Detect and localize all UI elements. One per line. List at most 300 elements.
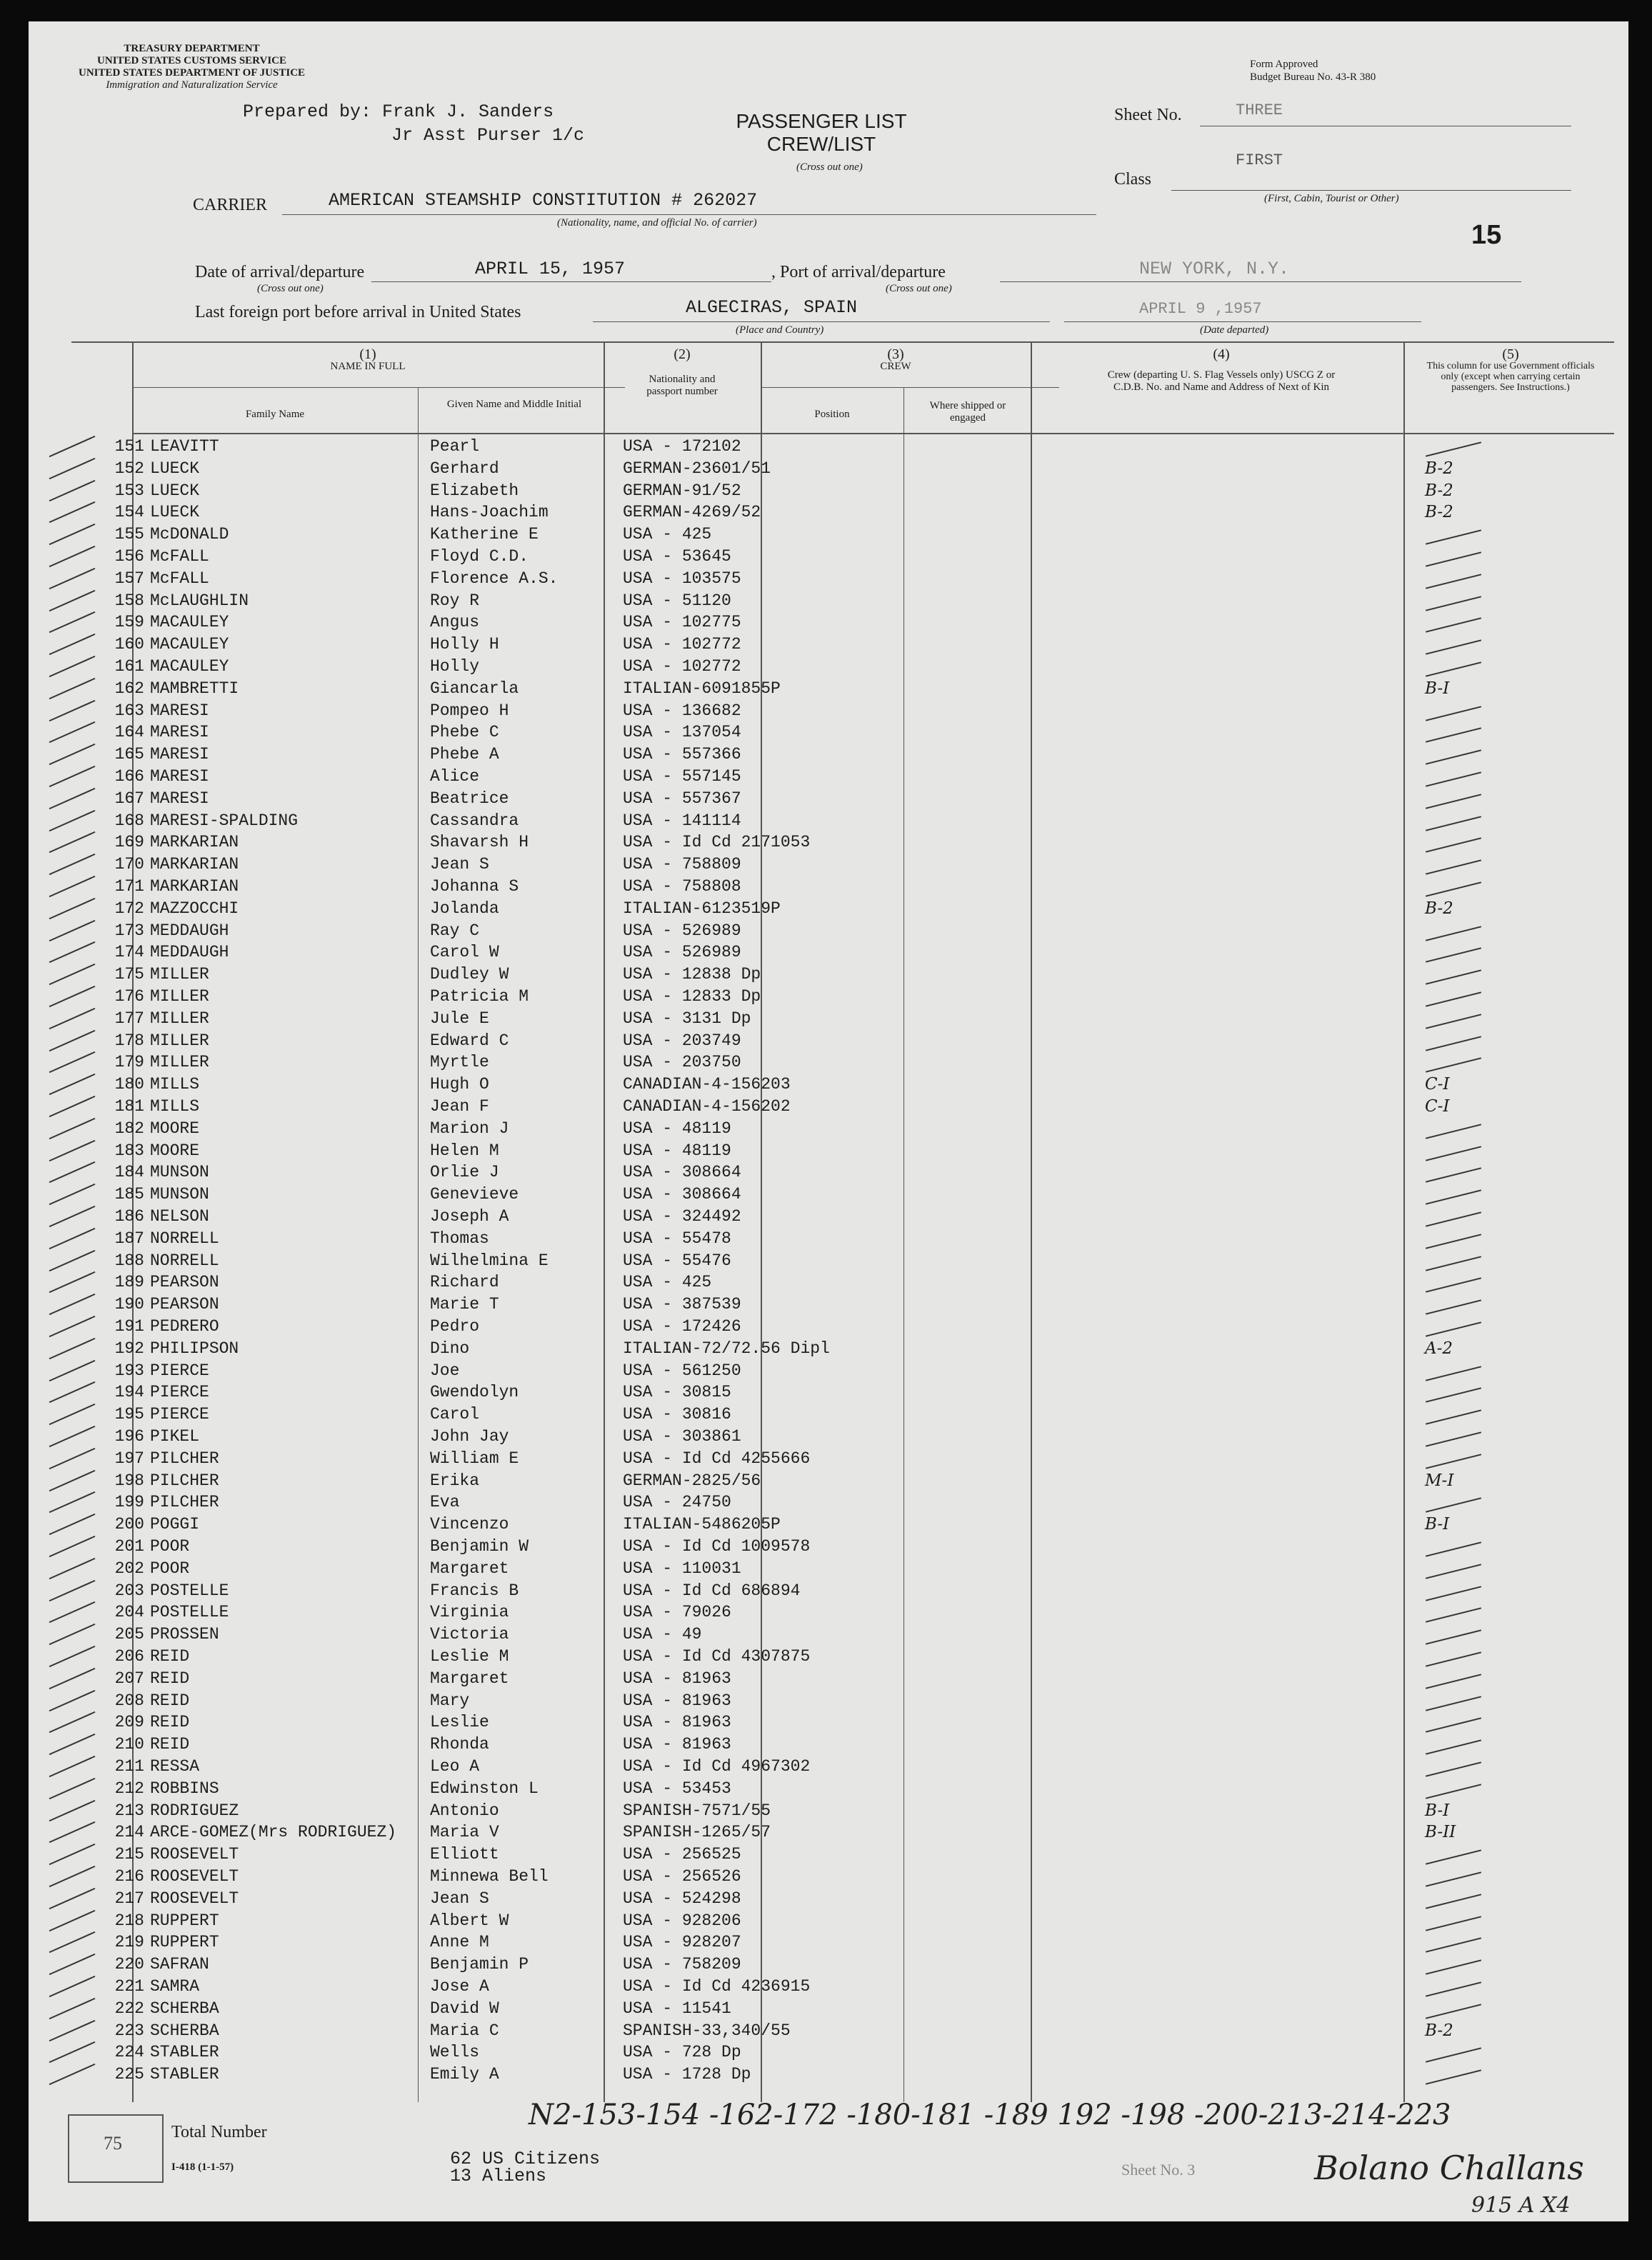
total-box-value: 75: [104, 2133, 122, 2154]
table-row: [29, 1228, 1628, 1250]
given-name: Roy R: [430, 591, 480, 610]
table-row: [29, 1931, 1628, 1954]
nationality-passport: GERMAN-2825/56: [623, 1471, 761, 1490]
aliens-count: 13 Aliens: [450, 2166, 547, 2186]
official-check-mark: [1426, 1190, 1481, 1205]
official-mark: M-I: [1425, 1471, 1454, 1490]
nationality-passport: USA - 728 Dp: [623, 2043, 741, 2062]
row-number: 180: [114, 1075, 144, 1094]
given-name: Holly H: [430, 635, 499, 654]
row-number: 185: [114, 1185, 144, 1204]
given-name: Alice: [430, 767, 480, 786]
nationality-passport: USA - 53453: [623, 1779, 731, 1798]
row-number: 164: [114, 723, 144, 742]
family-name: MUNSON: [150, 1185, 209, 1204]
table-row: [29, 1338, 1628, 1360]
col2-title: Nationality and passport number: [646, 374, 718, 397]
table-row: [29, 1491, 1628, 1514]
sheet-value: THREE: [1236, 101, 1283, 119]
nationality-passport: USA - 758808: [623, 877, 741, 896]
form-approved: Form Approved: [1250, 59, 1318, 70]
row-number: 215: [114, 1845, 144, 1864]
nationality-passport: USA - 12833 Dp: [623, 987, 761, 1006]
row-number: 165: [114, 745, 144, 764]
col3a-heading: Position: [814, 409, 850, 420]
family-name: MILLER: [150, 987, 209, 1006]
last-port-value: ALGECIRAS, SPAIN: [686, 297, 858, 318]
official-check-mark: [1426, 2070, 1481, 2085]
nationality-passport: USA - 48119: [623, 1141, 731, 1160]
table-row: [29, 1051, 1628, 1074]
nationality-passport: GERMAN-4269/52: [623, 503, 761, 522]
agency-line: Immigration and Naturalization Service: [106, 79, 278, 91]
inspector-stamp: 915 A X4: [1471, 2193, 1571, 2218]
given-name: Floyd C.D.: [430, 547, 529, 566]
family-name: MILLER: [150, 1053, 209, 1072]
citizens-count: 62 US Citizens: [450, 2149, 601, 2169]
given-name: Maria C: [430, 2021, 499, 2040]
last-port-caption: (Place and Country): [736, 324, 824, 336]
agency-block: [79, 43, 305, 91]
official-check-mark: [1426, 1256, 1481, 1271]
given-name: Carol: [430, 1405, 480, 1424]
table-row: [29, 1294, 1628, 1316]
family-name: REID: [150, 1669, 190, 1688]
given-name: Hans-Joachim: [430, 503, 549, 522]
official-check-mark: [1426, 1608, 1481, 1623]
family-name: SCHERBA: [150, 2021, 219, 2040]
official-check-mark: [1426, 1564, 1481, 1579]
table-row: [29, 1271, 1628, 1294]
table-row: [29, 1690, 1628, 1712]
nationality-passport: USA - 53645: [623, 547, 731, 566]
nationality-passport: USA - Id Cd 1009578: [623, 1537, 811, 1556]
nationality-passport: USA - Id Cd 4255666: [623, 1449, 811, 1468]
row-number: 211: [114, 1757, 144, 1776]
row-number: 173: [114, 921, 144, 940]
official-mark: B-I: [1425, 1515, 1450, 1534]
col3-heading: [761, 346, 1031, 373]
given-name: Dudley W: [430, 965, 509, 984]
table-row: [29, 1381, 1628, 1404]
official-check-mark: [1426, 860, 1481, 875]
row-number: 210: [114, 1735, 144, 1754]
family-name: SCHERBA: [150, 1999, 219, 2018]
family-name: McFALL: [150, 547, 209, 566]
official-check-mark: [1426, 1586, 1481, 1601]
table-top-rule: [71, 341, 1614, 343]
nationality-passport: SPANISH-33,340/55: [623, 2021, 791, 2040]
given-name: Richard: [430, 1273, 499, 1292]
family-name: RUPPERT: [150, 1933, 219, 1952]
family-name: PIKEL: [150, 1427, 200, 1446]
table-row: [29, 1316, 1628, 1338]
family-name: MACAULEY: [150, 635, 229, 654]
col5-number: (5): [1502, 346, 1519, 362]
nationality-passport: USA - 81963: [623, 1691, 731, 1710]
given-name: Benjamin W: [430, 1537, 529, 1556]
nationality-passport: USA - 557366: [623, 745, 741, 764]
nationality-passport: USA - 3131 Dp: [623, 1009, 751, 1028]
table-row: [29, 634, 1628, 656]
date-label: Date of arrival/departure: [195, 263, 365, 281]
nationality-passport: USA - 172426: [623, 1317, 741, 1336]
given-name: Genevieve: [430, 1185, 519, 1204]
given-name: Margaret: [430, 1559, 509, 1578]
table-row: [29, 458, 1628, 480]
row-number: 172: [114, 899, 144, 918]
official-check-mark: [1426, 1036, 1481, 1051]
table-row: [29, 2041, 1628, 2064]
row-number: 155: [114, 525, 144, 544]
nationality-passport: USA - 526989: [623, 921, 741, 940]
family-name: LUECK: [150, 503, 200, 522]
nationality-passport: USA - 1728 Dp: [623, 2065, 751, 2084]
table-row: [29, 436, 1628, 458]
family-name: POGGI: [150, 1515, 200, 1534]
official-check-mark: [1426, 881, 1481, 896]
family-name: MARESI: [150, 745, 209, 764]
table-row: [29, 501, 1628, 524]
row-number: 224: [114, 2043, 144, 2062]
given-name: Edwinston L: [430, 1779, 539, 1798]
given-name: Jean F: [430, 1097, 489, 1116]
table-row: [29, 1206, 1628, 1228]
official-check-mark: [1426, 838, 1481, 853]
table-row: [29, 568, 1628, 590]
table-row: [29, 1448, 1628, 1470]
col1b-heading: Given Name and Middle Initial: [446, 399, 582, 410]
official-check-mark: [1426, 1234, 1481, 1249]
given-name: Minnewa Bell: [430, 1867, 549, 1886]
row-number: 183: [114, 1141, 144, 1160]
row-number: 213: [114, 1801, 144, 1820]
official-mark: B-2: [1425, 2021, 1453, 2040]
official-check-mark: [1426, 1146, 1481, 1161]
given-name: Dino: [430, 1339, 470, 1358]
nationality-passport: USA - 256526: [623, 1867, 741, 1886]
family-name: MARESI: [150, 789, 209, 808]
nationality-passport: USA - Id Cd 2171053: [623, 833, 811, 852]
row-number: 216: [114, 1867, 144, 1886]
table-row: [29, 1140, 1628, 1162]
official-check-mark: [1426, 816, 1481, 831]
class-value: FIRST: [1236, 151, 1283, 169]
given-name: Beatrice: [430, 789, 509, 808]
given-name: Phebe A: [430, 745, 499, 764]
given-name: Leo A: [430, 1757, 480, 1776]
departed-caption: (Date departed): [1200, 324, 1269, 336]
family-name: NORRELL: [150, 1229, 219, 1248]
table-row: [29, 1074, 1628, 1096]
row-number: 220: [114, 1955, 144, 1974]
official-mark: B-2: [1425, 459, 1453, 478]
official-check-mark: [1426, 1058, 1481, 1073]
handwritten-numbers: N2-153-154 -162-172 -180-181 -189 192 -198 -200-213-214-223: [529, 2099, 1451, 2131]
nationality-passport: ITALIAN-6123519P: [623, 899, 781, 918]
official-check-mark: [1426, 1014, 1481, 1029]
family-name: POSTELLE: [150, 1603, 229, 1622]
table-row: [29, 1161, 1628, 1184]
nationality-passport: USA - 203749: [623, 1031, 741, 1050]
nationality-passport: USA - 256525: [623, 1845, 741, 1864]
given-name: Pearl: [430, 437, 480, 456]
row-number: 221: [114, 1977, 144, 1996]
family-name: SAFRAN: [150, 1955, 209, 1974]
family-name: MARKARIAN: [150, 833, 239, 852]
family-name: NORRELL: [150, 1251, 219, 1270]
family-name: MUNSON: [150, 1163, 209, 1182]
form-number: [171, 2161, 234, 2174]
prepared-by: Prepared by: Frank J. Sanders: [243, 101, 554, 122]
table-row: [29, 766, 1628, 788]
col1-heading: [132, 346, 604, 373]
family-name: MEDDAUGH: [150, 943, 229, 962]
row-number: 214: [114, 1823, 144, 1842]
given-name: Leslie: [430, 1713, 489, 1732]
official-check-mark: [1426, 1871, 1481, 1886]
given-name: Gerhard: [430, 459, 499, 478]
family-name: PROSSEN: [150, 1625, 219, 1644]
given-name: David W: [430, 1999, 499, 2018]
given-name: Jean S: [430, 1889, 489, 1908]
class-label: Class: [1114, 170, 1152, 189]
given-name: Patricia M: [430, 987, 529, 1006]
family-name: MILLER: [150, 965, 209, 984]
table-row: [29, 1646, 1628, 1668]
given-name: Joseph A: [430, 1207, 509, 1226]
official-mark: B-2: [1425, 481, 1453, 500]
nationality-passport: USA - 141114: [623, 811, 741, 830]
family-name: MOORE: [150, 1141, 200, 1160]
given-name: Benjamin P: [430, 1955, 529, 1974]
table-row: [29, 920, 1628, 942]
row-number: 219: [114, 1933, 144, 1952]
col3-number: (3): [887, 346, 904, 362]
official-check-mark: [1426, 1278, 1481, 1293]
row-number: 162: [114, 679, 144, 698]
title-passenger-list: PASSENGER LIST: [736, 110, 907, 132]
family-name: LUECK: [150, 459, 200, 478]
family-name: RODRIGUEZ: [150, 1801, 239, 1820]
given-name: Elizabeth: [430, 481, 519, 500]
family-name: MARESI: [150, 767, 209, 786]
row-number: 217: [114, 1889, 144, 1908]
family-name: SAMRA: [150, 1977, 200, 1996]
row-number: 187: [114, 1229, 144, 1248]
official-check-mark: [1426, 1740, 1481, 1755]
family-name: PEDRERO: [150, 1317, 219, 1336]
family-name: PEARSON: [150, 1273, 219, 1292]
carrier-label: CARRIER: [193, 196, 268, 214]
col1-number: (1): [359, 346, 376, 362]
official-check-mark: [1426, 551, 1481, 566]
nationality-passport: USA - 526989: [623, 943, 741, 962]
official-check-mark: [1426, 1718, 1481, 1733]
official-check-mark: [1426, 1696, 1481, 1711]
preparer-title: Jr Asst Purser 1/c: [391, 125, 585, 146]
given-name: Elliott: [430, 1845, 499, 1864]
family-name: MAZZOCCHI: [150, 899, 239, 918]
given-name: Ray C: [430, 921, 480, 940]
col5-title: This column for use Government officials only (except when carrying certain passengers. See Instructions.): [1426, 361, 1595, 393]
table-row: [29, 1470, 1628, 1492]
row-number: 178: [114, 1031, 144, 1050]
official-check-mark: [1426, 640, 1481, 655]
given-name: Thomas: [430, 1229, 489, 1248]
sheet-number-footer: Sheet No. 3: [1121, 2161, 1196, 2179]
col2-heading: [607, 346, 757, 398]
family-name: McDONALD: [150, 525, 229, 544]
official-check-mark: [1426, 1211, 1481, 1226]
table-row: [29, 721, 1628, 744]
nationality-passport: USA - 758809: [623, 855, 741, 874]
table-row: [29, 1800, 1628, 1822]
official-check-mark: [1426, 706, 1481, 721]
family-name: ROOSEVELT: [150, 1889, 239, 1908]
nationality-passport: SPANISH-7571/55: [623, 1801, 771, 1820]
given-name: John Jay: [430, 1427, 509, 1446]
official-check-mark: [1426, 771, 1481, 786]
official-check-mark: [1426, 1960, 1481, 1975]
official-mark: B-II: [1425, 1823, 1456, 1842]
official-check-mark: [1426, 530, 1481, 545]
official-check-mark: [1426, 2004, 1481, 2019]
nationality-passport: USA - 102772: [623, 635, 741, 654]
last-port-label: Last foreign port before arrival in United States: [195, 303, 521, 321]
carrier-caption: (Nationality, name, and official No. of carrier): [557, 217, 757, 229]
port-value: NEW YORK, N.Y.: [1139, 259, 1290, 279]
row-number: 192: [114, 1339, 144, 1358]
official-check-mark: [1426, 596, 1481, 611]
nationality-passport: USA - 425: [623, 1273, 712, 1292]
table-row: [29, 2020, 1628, 2042]
table-row: [29, 656, 1628, 678]
family-name: PILCHER: [150, 1449, 219, 1468]
given-name: Antonio: [430, 1801, 499, 1820]
row-number: 170: [114, 855, 144, 874]
table-row: [29, 1711, 1628, 1734]
row-number: 201: [114, 1537, 144, 1556]
given-name: Erika: [430, 1471, 480, 1490]
table-row: [29, 1734, 1628, 1756]
nationality-passport: USA - Id Cd 4236915: [623, 1977, 811, 1996]
nationality-passport: GERMAN-23601/51: [623, 459, 771, 478]
row-number: 206: [114, 1647, 144, 1666]
official-check-mark: [1426, 1761, 1481, 1776]
nationality-passport: USA - 79026: [623, 1603, 731, 1622]
row-number: 177: [114, 1009, 144, 1028]
family-name: ARCE-GOMEZ(Mrs RODRIGUEZ): [150, 1823, 397, 1842]
family-name: POSTELLE: [150, 1581, 229, 1600]
nationality-passport: CANADIAN-4-156202: [623, 1097, 791, 1116]
given-name: Jean S: [430, 855, 489, 874]
nationality-passport: CANADIAN-4-156203: [623, 1075, 791, 1094]
table-row: [29, 678, 1628, 700]
col1a-heading: Family Name: [245, 409, 305, 420]
nationality-passport: USA - 102775: [623, 613, 741, 632]
family-name: MAMBRETTI: [150, 679, 239, 698]
nationality-passport: USA - 425: [623, 525, 712, 544]
table-row: [29, 1668, 1628, 1690]
row-number: 188: [114, 1251, 144, 1270]
row-number: 154: [114, 503, 144, 522]
nationality-passport: USA - Id Cd 4307875: [623, 1647, 811, 1666]
nationality-passport: USA - 51120: [623, 591, 731, 610]
given-name: Holly: [430, 657, 480, 676]
nationality-passport: GERMAN-91/52: [623, 481, 741, 500]
official-check-mark: [1426, 1366, 1481, 1381]
row-number: 157: [114, 569, 144, 588]
row-number: 160: [114, 635, 144, 654]
row-number: 161: [114, 657, 144, 676]
given-name: Johanna S: [430, 877, 519, 896]
family-name: ROOSEVELT: [150, 1867, 239, 1886]
table-row: [29, 1998, 1628, 2020]
date-caption: (Cross out one): [257, 283, 324, 294]
row-number: 174: [114, 943, 144, 962]
table-row: [29, 1558, 1628, 1580]
col2-number: (2): [674, 346, 691, 362]
table-row: [29, 1821, 1628, 1844]
given-name: Albert W: [430, 1911, 509, 1930]
col1-title: NAME IN FULL: [330, 361, 406, 372]
family-name: MILLER: [150, 1031, 209, 1050]
family-name: PILCHER: [150, 1471, 219, 1490]
nationality-passport: USA - 48119: [623, 1119, 731, 1138]
nationality-passport: USA - 30816: [623, 1405, 731, 1424]
official-check-mark: [1426, 661, 1481, 676]
table-row: [29, 1756, 1628, 1778]
official-check-mark: [1426, 794, 1481, 809]
official-check-mark: [1426, 1410, 1481, 1425]
official-check-mark: [1426, 948, 1481, 963]
family-name: REID: [150, 1691, 190, 1710]
given-name: Edward C: [430, 1031, 509, 1050]
table-row: [29, 1184, 1628, 1206]
official-mark: C-I: [1425, 1097, 1450, 1116]
sheet-label: Sheet No.: [1114, 106, 1182, 124]
family-name: ROOSEVELT: [150, 1845, 239, 1864]
official-check-mark: [1426, 728, 1481, 743]
row-number: 218: [114, 1911, 144, 1930]
given-name: Anne M: [430, 1933, 489, 1952]
nationality-passport: USA - 303861: [623, 1427, 741, 1446]
family-name: MILLS: [150, 1097, 200, 1116]
official-check-mark: [1426, 1454, 1481, 1469]
given-name: Eva: [430, 1493, 460, 1512]
family-name: MARESI-SPALDING: [150, 811, 299, 830]
given-name: Maria V: [430, 1823, 499, 1842]
official-check-mark: [1426, 1784, 1481, 1799]
family-name: ROBBINS: [150, 1779, 219, 1798]
family-name: REID: [150, 1713, 190, 1732]
nationality-passport: USA - 324492: [623, 1207, 741, 1226]
row-number: 207: [114, 1669, 144, 1688]
row-number: 193: [114, 1361, 144, 1380]
col4-number: (4): [1213, 346, 1230, 362]
table-row: [29, 1888, 1628, 1910]
official-check-mark: [1426, 441, 1481, 456]
row-number: 194: [114, 1383, 144, 1402]
family-name: MILLS: [150, 1075, 200, 1094]
given-name: Phebe C: [430, 723, 499, 742]
table-row: [29, 1404, 1628, 1426]
table-row: [29, 1580, 1628, 1602]
official-check-mark: [1426, 1388, 1481, 1403]
nationality-passport: USA - 203750: [623, 1053, 741, 1072]
official-mark: B-2: [1425, 503, 1453, 522]
